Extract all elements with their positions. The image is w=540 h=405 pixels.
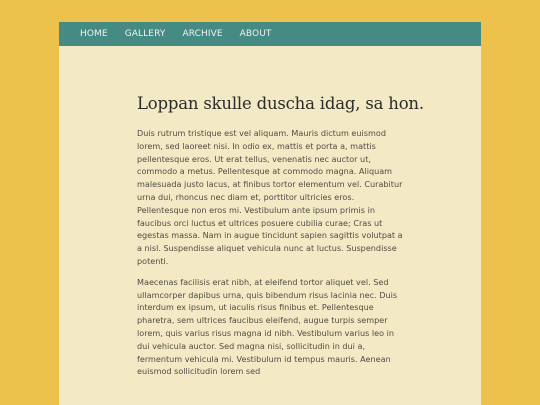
article-paragraph: Maecenas facilisis erat nibh, at eleifend tortor aliquet vel. Sed ullamcorper dapibus urna, quis bibendum risus lacinia nec. Duis interdum ex ipsum, ut iaculis risus finibus et. Pellentesque pharetra, sem ultrices faucibus eleifend, augue turpis semper lorem, quis varius risus magna id nibh. Vestibulum varius leo in dui vehicula auctor. Sed magna nisi, sollicitudin in dui a, fermentum vehicula mi. Vestibulum id tempus mauris. Aenean euismod sollicitudin lorem sed bbox=[137, 276, 398, 377]
nav-link-archive[interactable]: ARCHIVE bbox=[182, 29, 223, 39]
nav-link-home[interactable]: HOME bbox=[80, 29, 108, 39]
article bbox=[137, 94, 424, 386]
article-title: Loppan skulle duscha idag, sa hon. bbox=[137, 94, 424, 113]
top-navbar bbox=[59, 22, 481, 46]
nav-link-gallery[interactable]: GALLERY bbox=[124, 29, 166, 39]
nav-link-about[interactable]: ABOUT bbox=[239, 29, 272, 39]
article-paragraph: Duis rutrum tristique est vel aliquam. Mauris dictum euismod lorem, sed laoreet nisi. In odio ex, mattis et porta a, mattis pellentesque eros. Ut erat tellus, venenatis nec auctor ut, commodo a metus. Pellentesque at commodo magna. Aliquam malesuada justo lacus, at finibus tortor elementum vel. Curabitur urna dui, rhoncus nec diam et, porttitor ultricies eros. Pellentesque non eros mi. Vestibulum ante ipsum primis in faucibus orci luctus et ultrices posuere cubilia curae; Cras ut egestas massa. Nam in augue tincidunt sapien sagittis volutpat a a nisl. Suspendisse aliquet vehicula nunc at luctus. Suspendisse potenti. bbox=[137, 128, 403, 266]
page-container bbox=[59, 22, 481, 405]
